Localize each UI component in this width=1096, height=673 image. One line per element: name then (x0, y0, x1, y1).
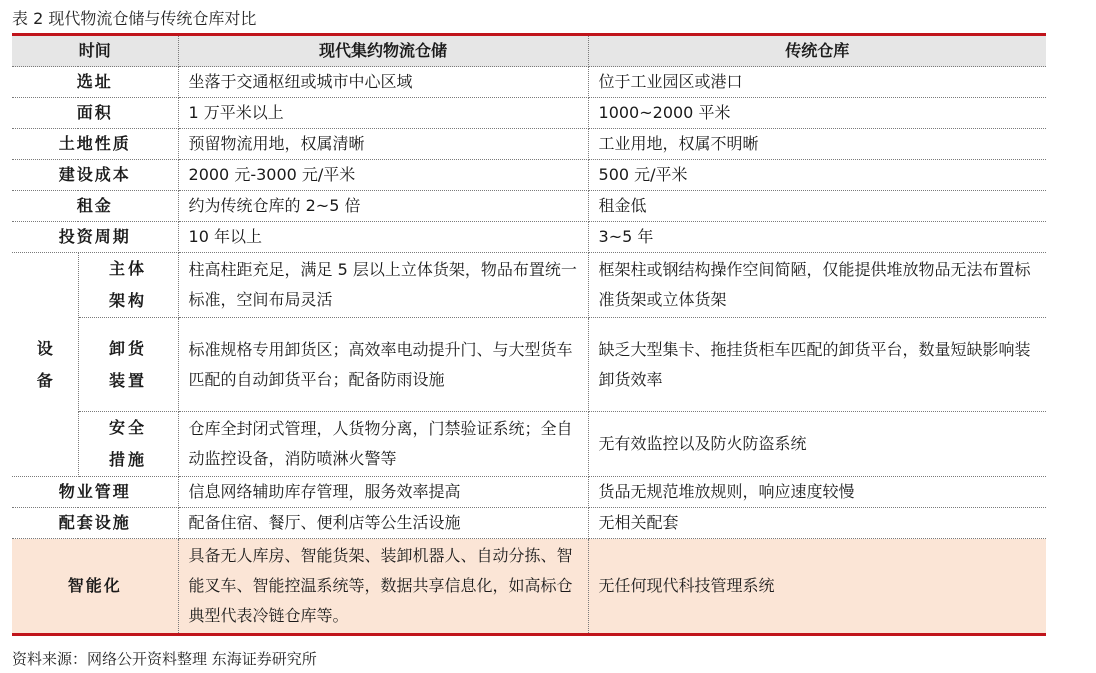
modern-cell: 具备无人库房、智能货架、装卸机器人、自动分拣、智能叉车、智能控温系统等，数据共享信息化，如高标仓典型代表冷链仓库等。 (178, 539, 588, 633)
modern-cell: 柱高柱距充足，满足 5 层以上立体货架，物品布置统一标准，空间布局灵活 (178, 253, 588, 318)
sub-label (78, 412, 178, 477)
row-label: 面积 (12, 98, 178, 129)
traditional-cell: 框架柱或钢结构操作空间简陋，仅能提供堆放物品无法布置标准货架或立体货架 (588, 253, 1046, 318)
row-label: 租金 (12, 191, 178, 222)
row-label: 投资周期 (12, 222, 178, 253)
modern-cell: 信息网络辅助库存管理，服务效率提高 (178, 477, 588, 508)
modern-cell: 配备住宿、餐厅、便利店等公生活设施 (178, 508, 588, 539)
table-row-equipment-structure (12, 253, 1046, 318)
modern-cell: 仓库全封闭式管理，人货物分离，门禁验证系统；全自动监控设备，消防喷淋火警等 (178, 412, 588, 477)
sub-label-line: 主体 (109, 259, 148, 278)
sub-label (78, 253, 178, 318)
traditional-cell: 货品无规范堆放规则，响应速度较慢 (588, 477, 1046, 508)
modern-cell: 约为传统仓库的 2~5 倍 (178, 191, 588, 222)
traditional-cell: 位于工业园区或港口 (588, 67, 1046, 98)
comparison-table-wrapper (12, 33, 1046, 636)
equipment-label-char: 设 (36, 338, 53, 358)
sub-label (78, 318, 178, 412)
comparison-table (12, 36, 1046, 633)
sub-label-line: 装置 (109, 370, 148, 390)
table-caption: 表 2 现代物流仓储与传统仓库对比 (12, 9, 257, 28)
header-row (12, 36, 1046, 67)
traditional-cell: 无相关配套 (588, 508, 1046, 539)
table-row (12, 477, 1046, 508)
header-modern: 现代集约物流仓储 (178, 36, 588, 67)
table-row (12, 222, 1046, 253)
header-traditional: 传统仓库 (588, 36, 1046, 67)
traditional-cell: 500 元/平米 (588, 160, 1046, 191)
traditional-cell: 租金低 (588, 191, 1046, 222)
sub-label-line: 措施 (109, 450, 148, 469)
table-row (12, 129, 1046, 160)
sub-label-line: 架构 (109, 291, 148, 310)
equipment-group-label (12, 253, 78, 477)
source-note: 资料来源：网络公开资料整理 东海证券研究所 (12, 650, 317, 668)
table-row-equipment-unloading (12, 318, 1046, 412)
row-label: 物业管理 (12, 477, 178, 508)
modern-cell: 10 年以上 (178, 222, 588, 253)
traditional-cell: 无有效监控以及防火防盗系统 (588, 412, 1046, 477)
traditional-cell: 缺乏大型集卡、拖挂货柜车匹配的卸货平台，数量短缺影响装卸货效率 (588, 318, 1046, 412)
modern-cell: 预留物流用地，权属清晰 (178, 129, 588, 160)
table-row (12, 508, 1046, 539)
sub-label-line: 卸货 (109, 338, 148, 358)
header-time: 时间 (12, 36, 178, 67)
row-label: 土地性质 (12, 129, 178, 160)
row-label: 智能化 (12, 539, 178, 633)
equipment-label-char: 备 (36, 370, 53, 390)
modern-cell: 1 万平米以上 (178, 98, 588, 129)
table-row (12, 98, 1046, 129)
sub-label-line: 安全 (109, 418, 148, 437)
traditional-cell: 无任何现代科技管理系统 (588, 539, 1046, 633)
traditional-cell: 工业用地，权属不明晰 (588, 129, 1046, 160)
table-row (12, 191, 1046, 222)
modern-cell: 2000 元-3000 元/平米 (178, 160, 588, 191)
table-row (12, 67, 1046, 98)
table-row-equipment-safety (12, 412, 1046, 477)
row-label: 选址 (12, 67, 178, 98)
modern-cell: 坐落于交通枢纽或城市中心区域 (178, 67, 588, 98)
row-label: 配套设施 (12, 508, 178, 539)
row-label: 建设成本 (12, 160, 178, 191)
traditional-cell: 3~5 年 (588, 222, 1046, 253)
table-row-smart (12, 539, 1046, 633)
traditional-cell: 1000~2000 平米 (588, 98, 1046, 129)
table-row (12, 160, 1046, 191)
modern-cell: 标准规格专用卸货区；高效率电动提升门、与大型货车匹配的自动卸货平台；配备防雨设施 (178, 318, 588, 412)
